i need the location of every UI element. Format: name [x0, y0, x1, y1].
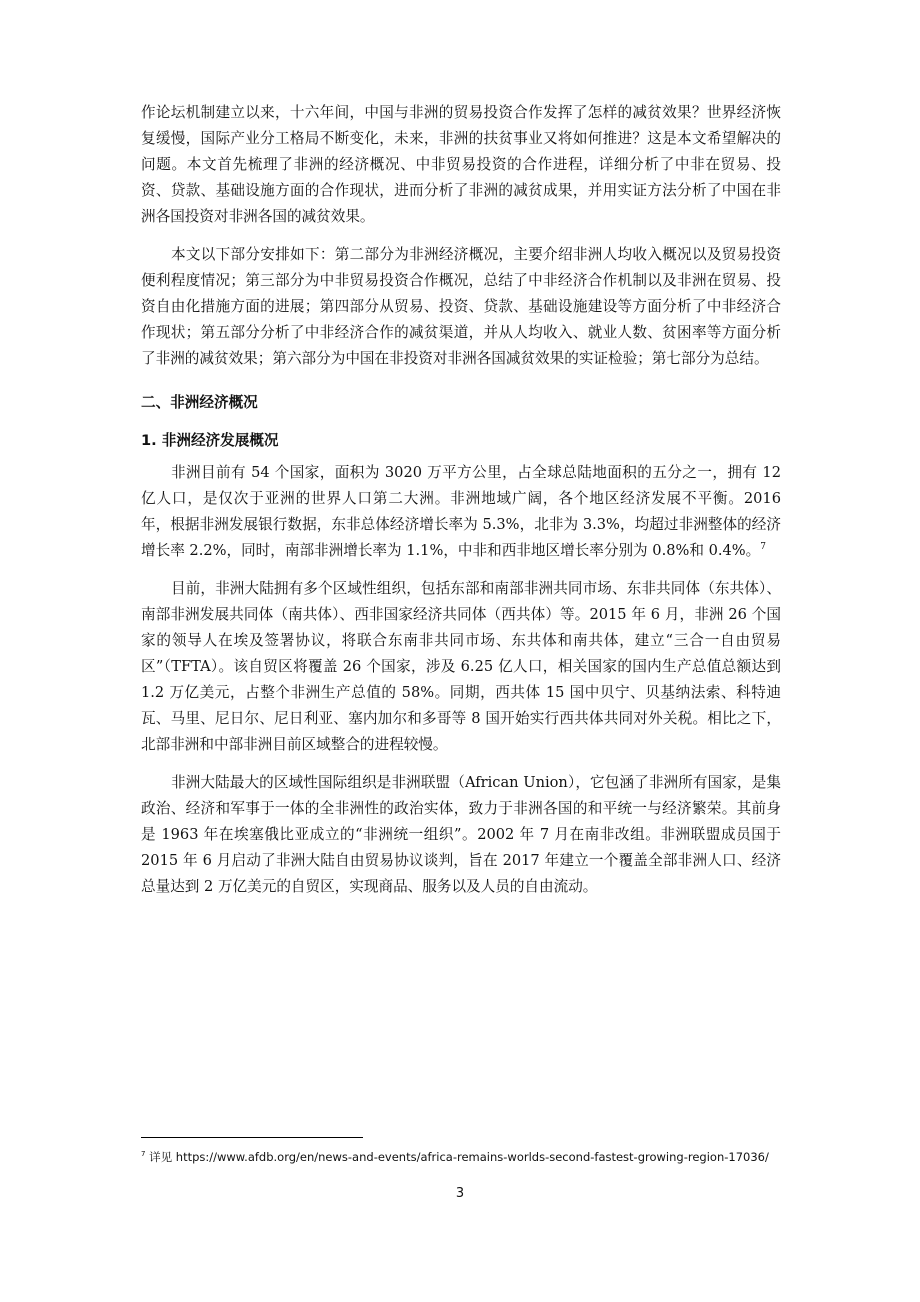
page-number: 3 — [455, 1186, 465, 1201]
footnote-reference[interactable]: 7 — [760, 542, 767, 553]
footnote-text: 详见 https://www.afdb.org/en/news-and-events/africa-remains-worlds-second-fastest-growing-region-17036/ — [145, 1150, 769, 1164]
paragraph-regional-organizations: 目前，非洲大陆拥有多个区域性组织，包括东部和南部非洲共同市场、东非共同体（东共体）、南部非洲发展共同体（南共体）、西非国家经济共同体（西共体）等。2015 年 6 月，非洲 26 个国家的领导人在埃及签署协议，将联合东南非共同市场、东共体和南共体，建立“三合一自由贸易区”（TFTA）。该自贸区将覆盖 26 个国家，涉及 6.25 亿人口，相关国家的国内生产总值总额达到 1.2 万亿美元，占整个非洲生产总值的 58%。同期，西共体 15 国中贝宁、贝基纳法索、科特迪瓦、马里、尼日尔、尼日利亚、塞内加尔和多哥等 8 国开始实行西共体共同对外关税。相比之下，北部非洲和中部非洲目前区域整合的进程较慢。 — [141, 580, 781, 753]
paragraph-africa-overview — [141, 460, 781, 564]
section-heading: 二、非洲经济概况 — [141, 394, 258, 411]
paragraph-intro-continued: 作论坛机制建立以来，十六年间，中国与非洲的贸易投资合作发挥了怎样的减贫效果？世界经济恢复缓慢，国际产业分工格局不断变化，未来，非洲的扶贫事业又将如何推进？这是本文希望解决的问题。本文首先梳理了非洲的经济概况、中非贸易投资的合作进程，详细分析了中非在贸易、投资、贷款、基础设施方面的合作现状，进而分析了非洲的减贫成果，并用实证方法分析了中国在非洲各国投资对非洲各国的减贫效果。 — [141, 104, 781, 225]
paragraph-structure: 本文以下部分安排如下：第二部分为非洲经济概况，主要介绍非洲人均收入概况以及贸易投资便利程度情况；第三部分为中非贸易投资合作概况，总结了中非经济合作机制以及非洲在贸易、投资自由化措施方面的进展；第四部分从贸易、投资、贷款、基础设施建设等方面分析了中非经济合作现状；第五部分分析了中非经济合作的减贫渠道，并从人均收入、就业人数、贫困率等方面分析了非洲的减贫效果；第六部分为中国在非投资对非洲各国减贫效果的实证检验；第七部分为总结。 — [141, 246, 781, 367]
footnote-divider — [141, 1137, 363, 1138]
paragraph-african-union: 非洲大陆最大的区域性国际组织是非洲联盟（African Union），它包涵了非洲所有国家，是集政治、经济和军事于一体的全非洲性的政治实体，致力于非洲各国的和平统一与经济繁荣。其前身是 1963 年在埃塞俄比亚成立的“非洲统一组织”。2002 年 7 月在南非改组。非洲联盟成员国于 2015 年 6 月启动了非洲大陆自由贸易协议谈判，旨在 2017 年建立一个覆盖全部非洲人口、经济总量达到 2 万亿美元的自贸区，实现商品、服务以及人员的自由流动。 — [141, 774, 781, 895]
document-body — [141, 100, 781, 900]
subsection-heading: 1. 非洲经济发展概况 — [141, 432, 279, 449]
footnote-marker: 7 — [141, 1150, 146, 1159]
paragraph-africa-overview-text: 非洲目前有 54 个国家，面积为 3020 万平方公里，占全球总陆地面积的五分之一，拥有 12 亿人口，是仅次于亚洲的世界人口第二大洲。非洲地域广阔，各个地区经济发展不平衡。2016 年，根据非洲发展银行数据，东非总体经济增长率为 5.3%，北非为 3.3%，均超过非洲整体的经济增长率 2.2%，同时，南部非洲增长率为 1.1%，中非和西非地区增长率分别为 0.8%和 0.4%。 — [141, 464, 781, 559]
footnote — [141, 1148, 781, 1167]
